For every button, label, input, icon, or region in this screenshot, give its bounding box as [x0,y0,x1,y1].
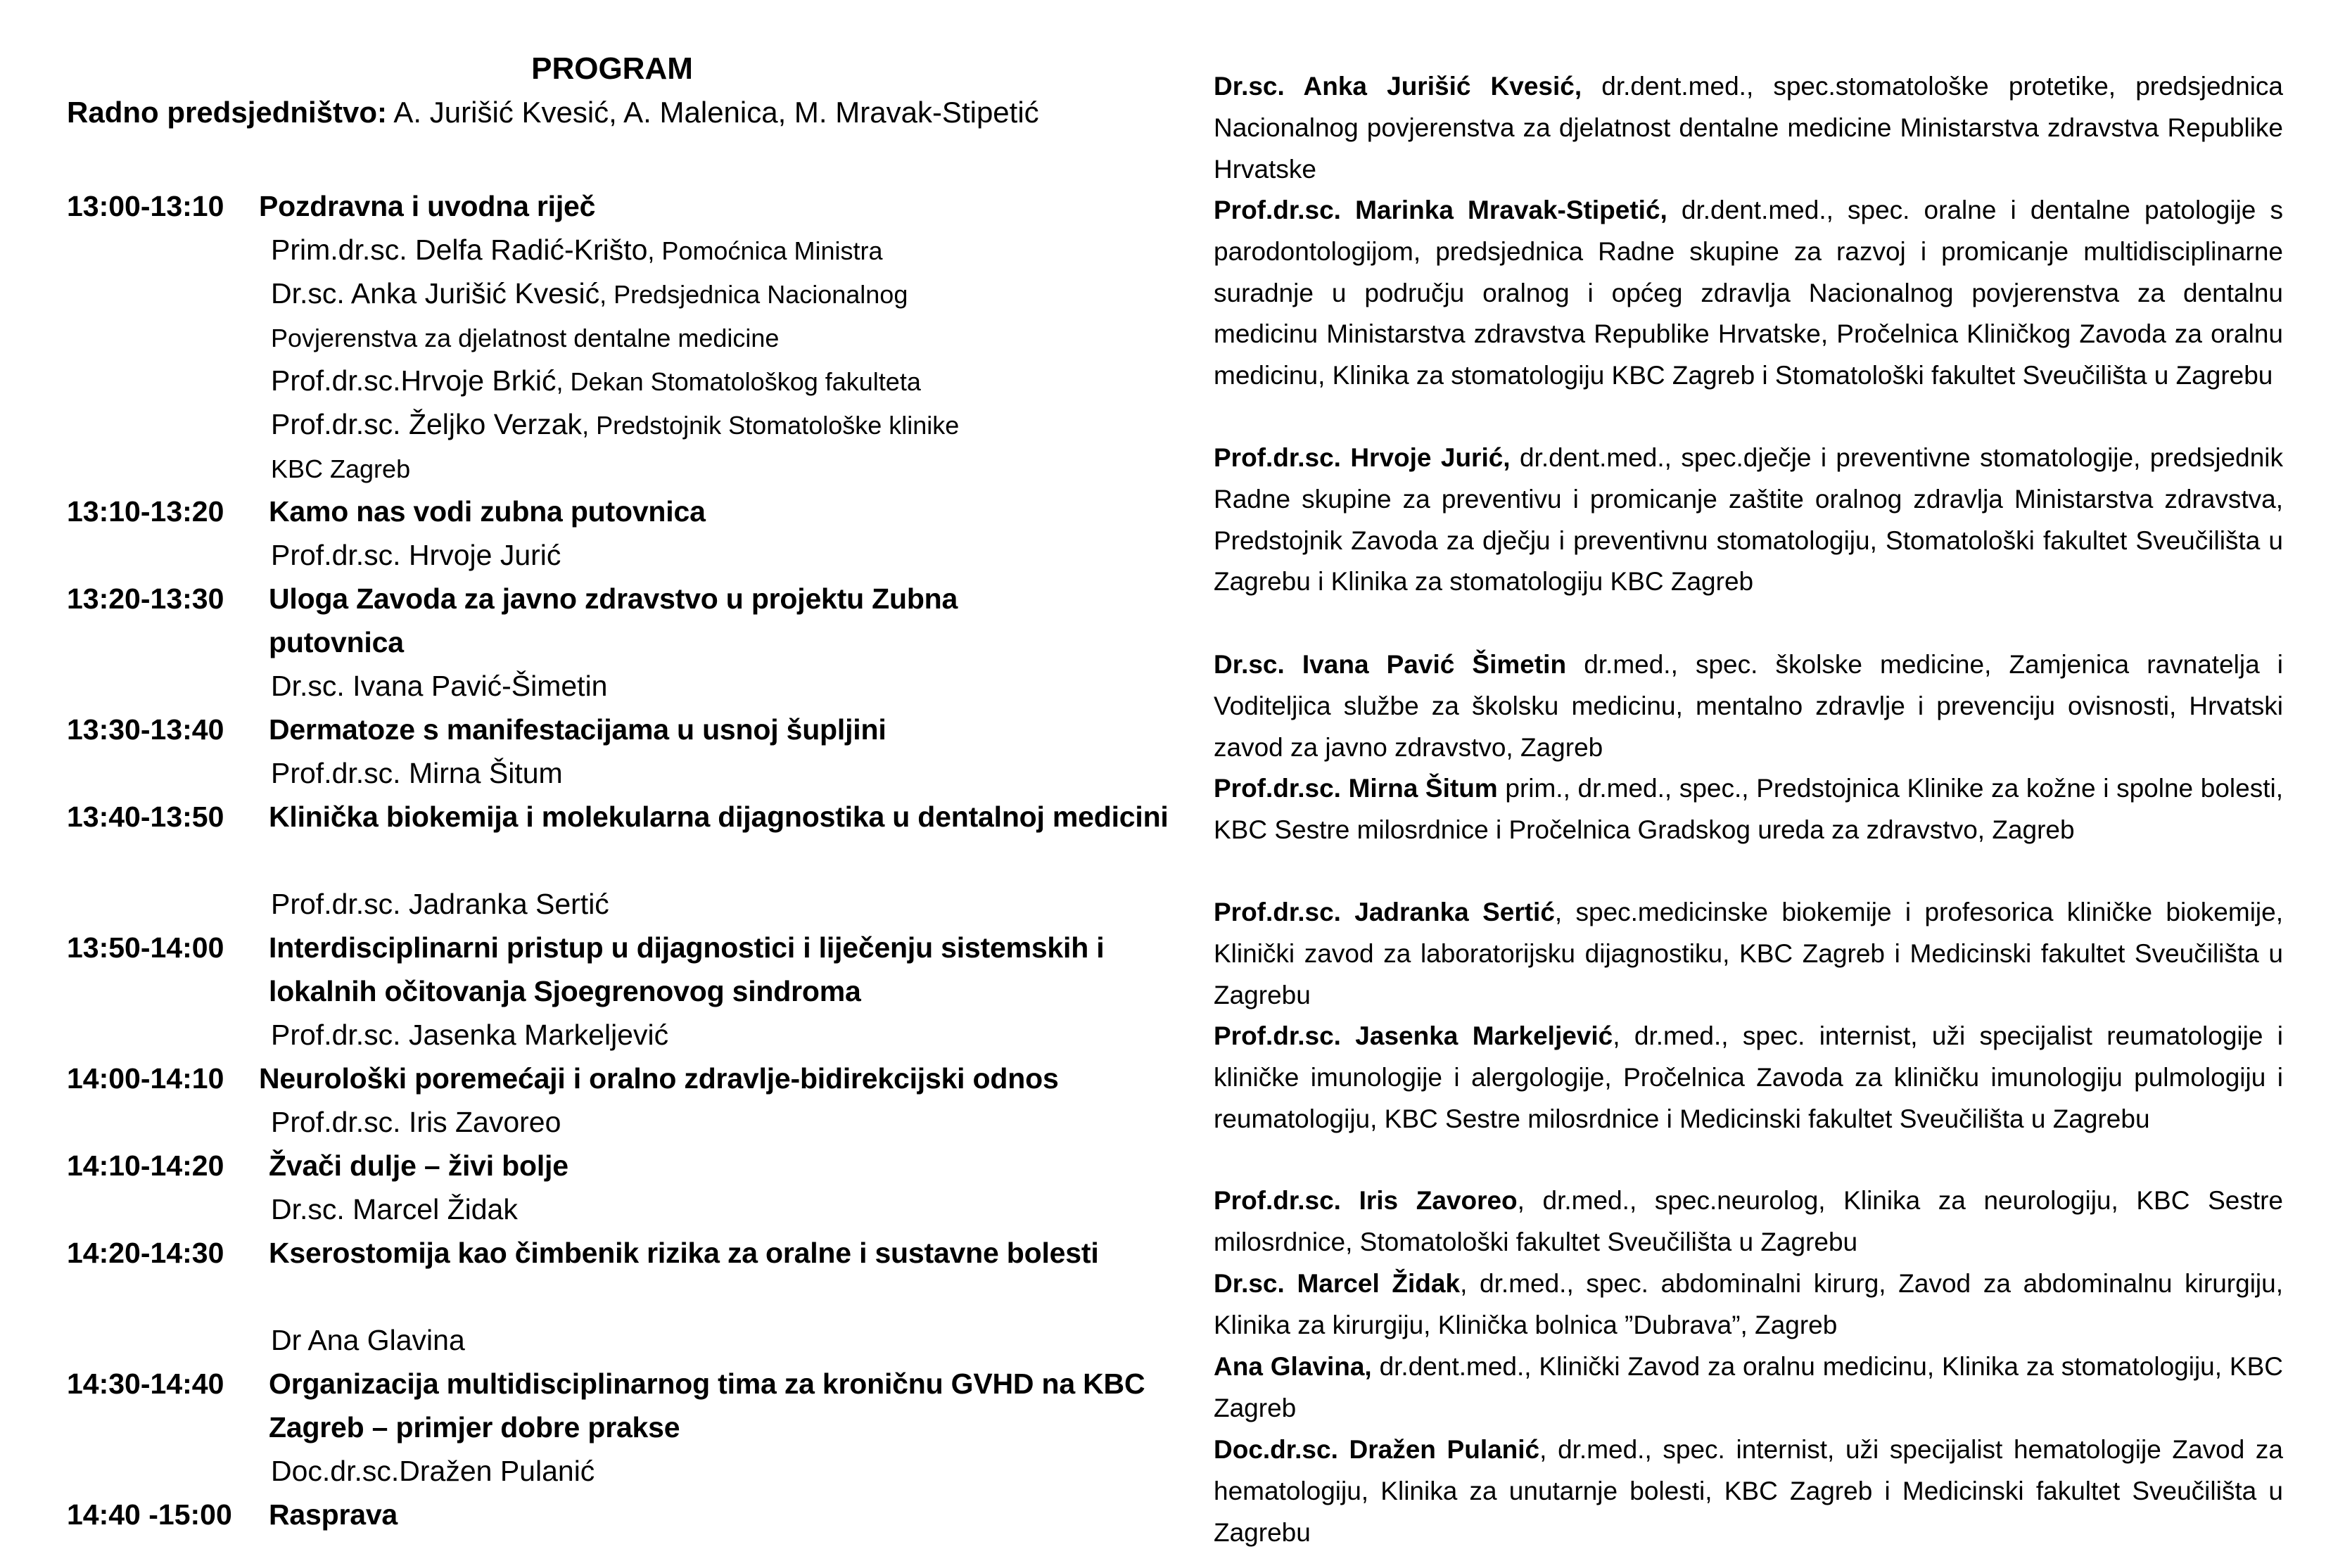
speaker-role-continued: Povjerenstva za djelatnost dentalne medicine [271,324,780,352]
bio-name: Prof.dr.sc. Mirna Šitum [1214,774,1498,803]
speaker: Prof.dr.sc.Hrvoje Brkić, Dekan Stomatološkog fakulteta [271,364,921,397]
speaker: Prof.dr.sc. Hrvoje Jurić [271,539,561,571]
presidium-label: Radno predsjedništvo: [67,96,388,129]
bio-paragraph: Dr.sc. Marcel Židak, dr.med., spec. abdominalni kirurg, Zavod za abdominalnu kirurgiju, Klinika za kirurgiju, Klinička bolnica ”Dubrava”, Zagreb [1214,1269,2284,1339]
bio-paragraph: Prof.dr.sc. Hrvoje Jurić, dr.dent.med., spec.dječje i preventivne stomatologije, predsjednik Radne skupine za preventivu i promicanje zaštite oralnog zdravlja Ministarstva zdravstva, Predstojnik Zavoda za dječju i preventivnu stomatologiju, Stomatološki fakultet Sveučilišta u Zagrebu i Klinika za stomatologiju KBC Zagreb [1214,443,2283,597]
speaker: Prof.dr.sc. Mirna Šitum [271,757,563,789]
item-topic: Pozdravna i uvodna riječ [259,190,596,222]
item-topic: Rasprava [269,1498,398,1531]
item-topic: Organizacija multidisciplinarnog tima za kroničnu GVHD na KBC Zagreb – primjer dobre prakse [269,1368,1145,1443]
bio-paragraph: Prof.dr.sc. Marinka Mravak-Stipetić, dr.dent.med., spec. oralne i dentalne patologije s parodontologijom, predsjednica Radne skupine za razvoj i promicanje multidisciplinarne suradnje u području oralnog i općeg zdravlja Nacionalnog povjerenstva za dentalnu medicinu Ministarstva zdravstva Republike Hrvatske, Pročelnica Kliničkog Zavoda za oralnu medicinu, Klinika za stomatologiju KBC Zagreb i Stomatološki fakultet Sveučilišta u Zagrebu [1214,196,2283,390]
item-time: 13:40-13:50 [67,801,224,833]
presidium-names: A. Jurišić Kvesić, A. Malenica, M. Mravak-Stipetić [387,96,1039,129]
item-time: 14:10-14:20 [67,1149,224,1182]
item-time: 14:30-14:40 [67,1368,224,1400]
item-topic: Kserostomija kao čimbenik rizika za oralne i sustavne bolesti [269,1237,1099,1269]
speaker: Dr.sc. Marcel Židak [271,1193,518,1225]
speaker: Prof.dr.sc. Iris Zavoreo [271,1106,561,1138]
program-title: PROGRAM [531,51,693,86]
bio-name: Prof.dr.sc. Iris Zavoreo [1214,1186,1518,1215]
item-topic: Neurološki poremećaji i oralno zdravlje-bidirekcijski odnos [259,1062,1059,1095]
bio-name: Prof.dr.sc. Jadranka Sertić [1214,898,1555,926]
item-topic: Dermatoze s manifestacijama u usnoj šupljini [269,713,886,746]
item-topic: Kamo nas vodi zubna putovnica [269,495,706,528]
item-topic: Klinička biokemija i molekularna dijagnostika u dentalnoj medicini [269,801,1169,833]
item-time: 13:20-13:30 [67,582,224,615]
item-time: 13:50-14:00 [67,931,224,964]
item-time: 13:30-13:40 [67,713,224,746]
bio-paragraph: Dr.sc. Ivana Pavić Šimetin dr.med., spec. školske medicine, Zamjenica ravnatelja i Voditeljica službe za školsku medicinu, mentalno zdravlje i prevenciju ovisnosti, Hrvatski zavod za javno zdravstvo, Zagreb [1214,650,2284,762]
item-time: 14:00-14:10 [67,1062,224,1095]
bio-paragraph: Prof.dr.sc. Jasenka Markeljević, dr.med., spec. internist, uži specijalist reumatologije i kliničke imunologije i alergologije, Pročelnica Zavoda za kliničku imunologiju pulmologiju i reumatologiju, KBC Sestre milosrdnice i Medicinski fakultet Sveučilišta u Zagrebu [1214,1021,2284,1133]
speaker: Dr.sc. Anka Jurišić Kvesić, Predsjednica Nacionalnog [271,277,908,310]
item-time: 14:20-14:30 [67,1237,224,1269]
bio-paragraph: Dr.sc. Anka Jurišić Kvesić, dr.dent.med., spec.stomatološke protetike, predsjednica Nacionalnog povjerenstva za djelatnost dentalne medicine Ministarstva zdravstva Republike Hrvatske [1214,72,2283,184]
bio-paragraph: Prof.dr.sc. Jadranka Sertić, spec.medicinske biokemije i profesorica kliničke biokemije, Klinički zavod za laboratorijsku dijagnostiku, KBC Zagreb i Medicinski fakultet Sveučilišta u Zagrebu [1214,898,2283,1009]
item-time: 13:00-13:10 [67,190,224,222]
presidium-line [67,91,1193,134]
item-time: 13:10-13:20 [67,495,224,528]
bio-name: Dr.sc. Marcel Židak [1214,1269,1461,1298]
bio-name: Ana Glavina, [1214,1352,1372,1381]
bio-paragraph: Doc.dr.sc. Dražen Pulanić, dr.med., spec. internist, uži specijalist hematologije Zavod za hematologiju, Klinika za unutarnje bolesti, KBC Zagreb i Medicinski fakultet Sveučilišta u Zagrebu [1214,1435,2283,1547]
speaker: Prof.dr.sc. Jasenka Markeljević [271,1019,669,1051]
speaker: Prof.dr.sc. Jadranka Sertić [271,888,609,920]
bio-name: Doc.dr.sc. Dražen Pulanić [1214,1435,1540,1464]
speaker: Dr Ana Glavina [271,1324,465,1356]
speaker: Prim.dr.sc. Delfa Radić-Krišto, Pomoćnica Ministra [271,234,883,266]
bio-name: Prof.dr.sc. Hrvoje Jurić, [1214,443,1511,472]
bio-name: Prof.dr.sc. Jasenka Markeljević [1214,1021,1613,1050]
bio-paragraph: Prof.dr.sc. Iris Zavoreo, dr.med., spec.neurolog, Klinika za neurologiju, KBC Sestre milosrdnice, Stomatološki fakultet Sveučilišta u Zagrebu [1214,1186,2284,1256]
item-topic: Interdisciplinarni pristup u dijagnostici i liječenju sistemskih i lokalnih očitovanja Sjoegrenovog sindroma [269,931,1105,1007]
speaker-role-continued: KBC Zagreb [271,454,411,483]
item-topic: Žvači dulje – živi bolje [269,1149,568,1182]
bio-paragraph: Prof.dr.sc. Mirna Šitum prim., dr.med., spec., Predstojnica Klinike za kožne i spolne bolesti, KBC Sestre milosrdnice i Pročelnica Gradskog ureda za zdravstvo, Zagreb [1214,774,2283,844]
item-topic: Uloga Zavoda za javno zdravstvo u projektu Zubna putovnica [269,582,958,658]
speaker: Dr.sc. Ivana Pavić-Šimetin [271,670,608,702]
item-time: 14:40 -15:00 [67,1498,232,1531]
speaker: Prof.dr.sc. Željko Verzak, Predstojnik Stomatološke klinike [271,408,960,440]
bio-name: Dr.sc. Anka Jurišić Kvesić, [1214,72,1582,101]
speaker: Doc.dr.sc.Dražen Pulanić [271,1455,595,1487]
bio-name: Dr.sc. Ivana Pavić Šimetin [1214,650,1567,679]
bio-paragraph: Ana Glavina, dr.dent.med., Klinički Zavod za oralnu medicinu, Klinika za stomatologiju, KBC Zagreb [1214,1352,2283,1422]
bio-name: Prof.dr.sc. Marinka Mravak-Stipetić, [1214,196,1667,224]
